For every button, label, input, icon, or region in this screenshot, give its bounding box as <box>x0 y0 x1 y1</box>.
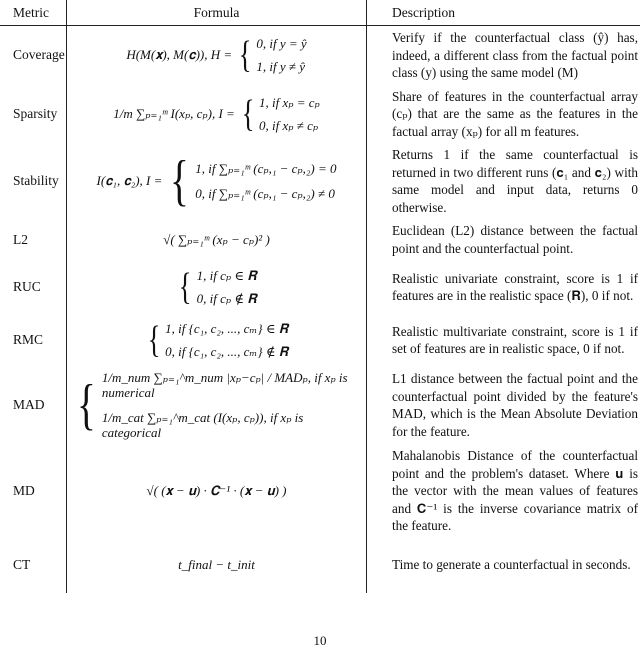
brace-symbol: { <box>179 266 192 308</box>
metric-formula <box>66 26 366 85</box>
metric-formula <box>66 143 366 219</box>
formula-cases <box>259 95 320 133</box>
table-row <box>0 314 640 366</box>
metric-formula <box>66 85 366 144</box>
formula-case: 1/m_num ∑ₚ₌₁^m_num |xₚ−cₚ| / MADₚ, if xₚ is numerical <box>101 370 348 400</box>
description-cell <box>366 538 640 593</box>
formula-expression: √( ∑ₚ₌₁ᵐ (xₚ − cₚ)² ) <box>163 231 270 247</box>
metric-name: Coverage <box>13 47 65 63</box>
formula-expression: √( (𝐱 − 𝐮) · 𝐂⁻¹ · (𝐱 − 𝐮) ) <box>146 482 287 498</box>
description-cell <box>366 314 640 366</box>
description-cell <box>366 444 640 538</box>
formula-lhs: 1/m ∑ₚ₌₁ᵐ I(xₚ, cₚ), I = <box>113 105 235 121</box>
description-cell <box>366 260 640 314</box>
header-description: Description <box>366 0 640 26</box>
metric-description: Realistic multivariate constraint, score is 1 if set of features are in realistic space, 0 if not. <box>392 323 638 356</box>
brace-symbol: { <box>170 150 190 212</box>
table-row <box>0 85 640 144</box>
metric-formula <box>66 366 366 444</box>
formula-cases <box>256 36 306 74</box>
formula-cases <box>197 268 257 306</box>
metric-description: Time to generate a counterfactual in seconds. <box>392 557 631 573</box>
brace-symbol: { <box>77 374 96 436</box>
metric-name: MAD <box>13 397 45 412</box>
formula-case: 1/m_cat ∑ₚ₌₁^m_cat (I(xₚ, cₚ)), if xₚ is categorical <box>101 410 304 440</box>
formula-case: 0, if {c₁, c₂, ..., cₘ} ∉ 𝐑 <box>165 344 289 359</box>
metric-description: Share of features in the counterfactual array (cₚ) that are the same as the features in the factual array (xₚ) for all m features. <box>392 88 638 139</box>
metric-description: Realistic univariate constraint, score is 1 if features are in the realistic space (𝐑), 0 if not. <box>392 270 638 303</box>
formula-case: 1, if xₚ = cₚ <box>259 94 320 110</box>
metric-formula <box>66 538 366 593</box>
header-row <box>0 0 640 26</box>
table-row <box>0 219 640 260</box>
metric-name: MD <box>13 482 35 498</box>
table-row <box>0 260 640 314</box>
description-cell <box>366 366 640 444</box>
formula-case: 0, if cₚ ∉ 𝐑 <box>196 291 257 306</box>
table-row <box>0 444 640 538</box>
metric-formula <box>66 260 366 314</box>
formula-case: 0, if ∑ₚ₌₁ᵐ (cₚ,₁ − cₚ,₂) ≠ 0 <box>195 186 335 201</box>
table-row <box>0 366 640 444</box>
formula-case: 1, if y ≠ ŷ <box>256 59 306 75</box>
formula-lhs: H(M(𝐱), M(𝐜)), H = <box>126 47 233 63</box>
table-row <box>0 143 640 219</box>
description-cell <box>366 219 640 260</box>
formula-case: 0, if y = ŷ <box>256 36 307 52</box>
brace-symbol: { <box>147 319 161 361</box>
metric-description: Verify if the counterfactual class (ŷ) has, indeed, a different class from the factual point class (y) using the same model (M) <box>392 30 638 80</box>
description-cell <box>366 26 640 85</box>
description-cell <box>366 85 640 144</box>
metric-name: CT <box>13 557 31 572</box>
formula-cases <box>165 321 288 359</box>
formula-case: 0, if xₚ ≠ cₚ <box>259 117 319 133</box>
formula-case: 1, if {c₁, c₂, ..., cₘ} ∈ 𝐑 <box>165 321 289 336</box>
metric-description: L1 distance between the factual point and the counterfactual point divided by the feature's MAD, which is the Mean Absolute Deviation for the feature. <box>392 371 638 439</box>
metric-formula <box>66 314 366 366</box>
table-row <box>0 538 640 593</box>
metric-formula <box>66 444 366 538</box>
page-number: 10 <box>313 633 327 648</box>
metric-name: RUC <box>13 279 41 294</box>
metric-name: Stability <box>13 173 59 188</box>
metric-name: RMC <box>13 332 44 347</box>
metric-description: Euclidean (L2) distance between the factual point and the counterfactual point. <box>392 223 638 256</box>
table-row <box>0 26 640 85</box>
metric-description: Returns 1 if the same counterfactual is returned in two different runs (𝐜₁ and 𝐜₂) with same model and input data, returns 0 otherwise. <box>392 147 638 215</box>
metric-name: L2 <box>13 231 28 247</box>
description-cell <box>366 143 640 219</box>
metric-formula <box>66 219 366 260</box>
formula-cases <box>102 370 360 440</box>
formula-case: 1, if cₚ ∈ 𝐑 <box>196 268 257 283</box>
metric-name: Sparsity <box>13 105 58 121</box>
header-formula: Formula <box>66 0 366 26</box>
formula-lhs: I(𝐜₁, 𝐜₂), I = <box>96 173 163 188</box>
formula-expression: t_final − t_init <box>178 557 255 572</box>
formula-case: 1, if ∑ₚ₌₁ᵐ (cₚ,₁ − cₚ,₂) = 0 <box>195 161 337 176</box>
metric-description: Mahalanobis Distance of the counterfactual point and the problem's dataset. Where 𝐮 is the vector with the mean values of features and 𝐂⁻¹ is the inverse covariance matrix of the feature. <box>392 448 638 533</box>
header-metric: Metric <box>0 0 66 26</box>
brace-symbol: { <box>238 34 252 77</box>
brace-symbol: { <box>241 92 255 135</box>
formula-cases <box>195 161 336 201</box>
